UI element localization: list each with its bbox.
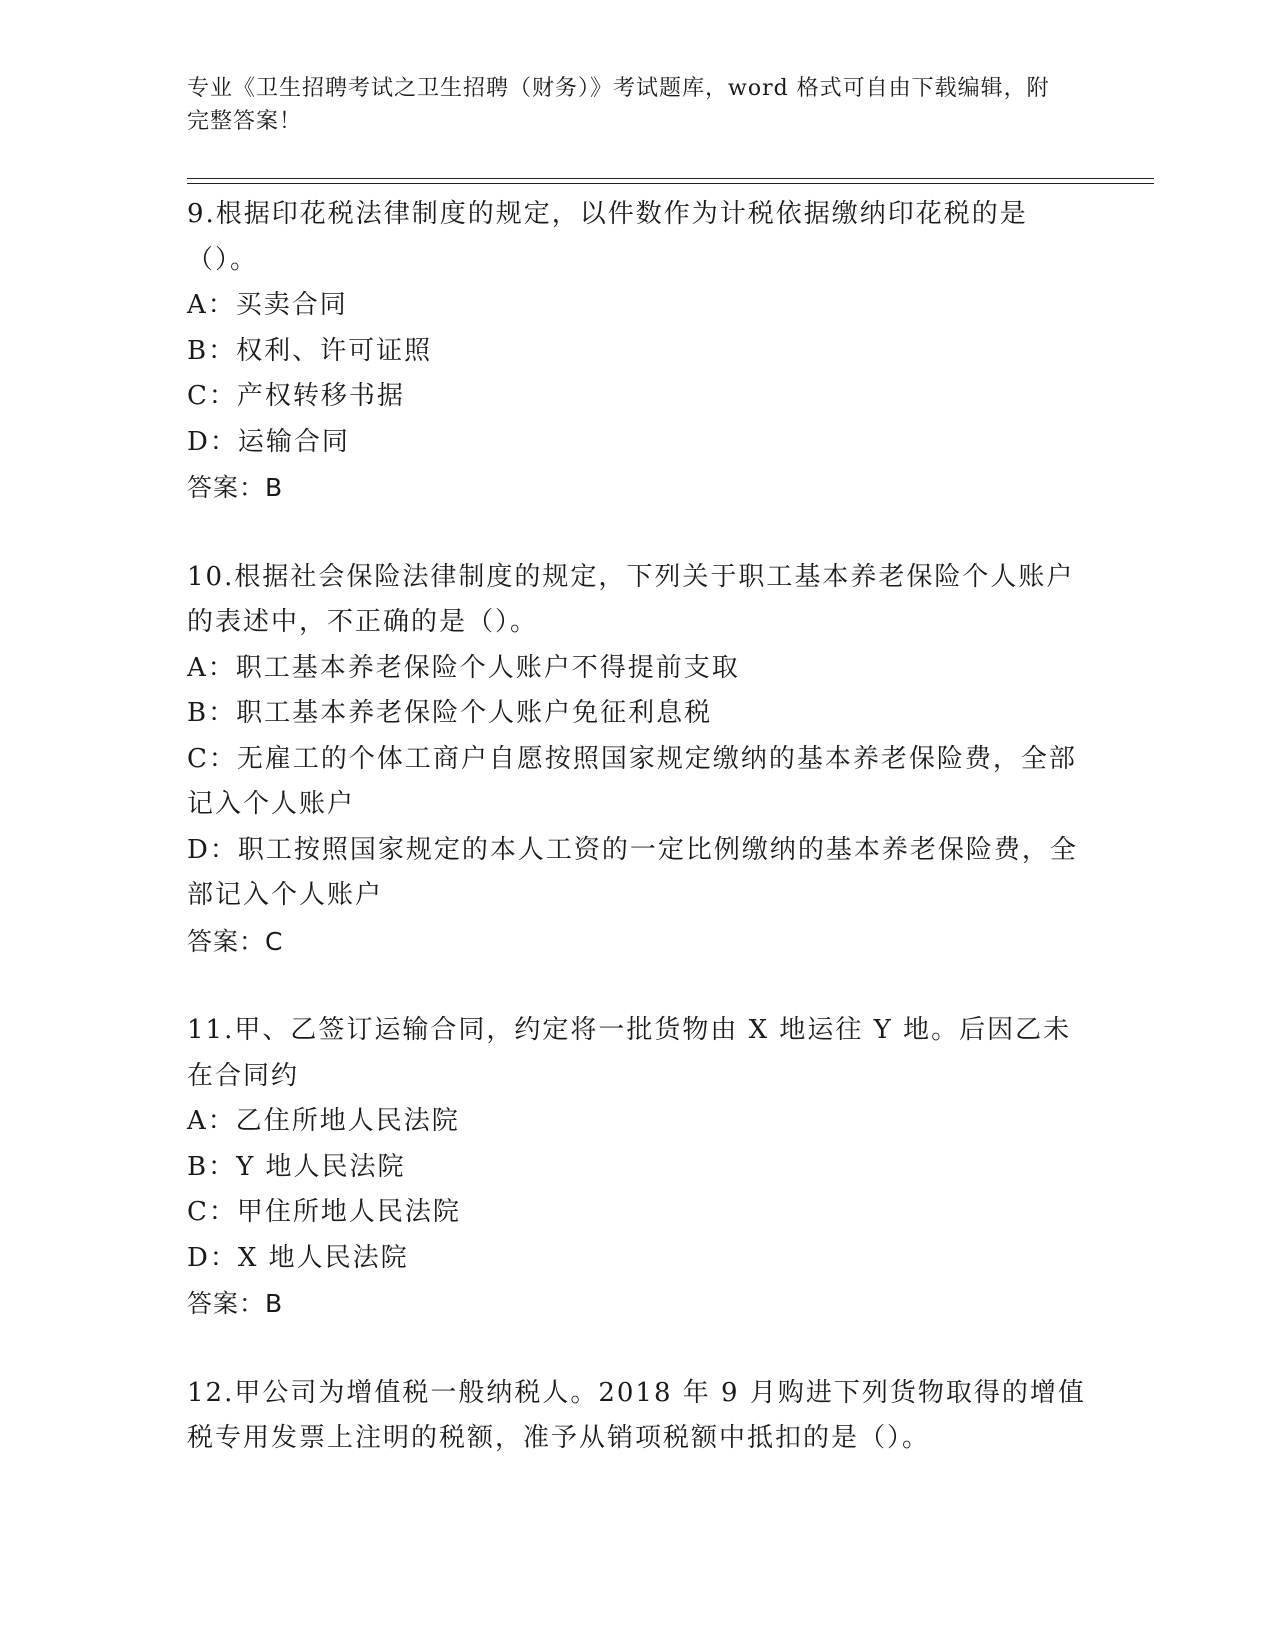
option-c: C：无雇工的个体工商户自愿按照国家规定缴纳的基本养老保险费，全部记入个人账户 [187, 743, 1077, 819]
question-stem: 9.根据印花税法律制度的规定，以件数作为计税依据缴纳印花税的是（）。 [187, 199, 1028, 275]
option-a: A：乙住所地人民法院 [187, 1106, 460, 1136]
question-stem: 10.根据社会保险法律制度的规定，下列关于职工基本养老保险个人账户的表述中，不正确的是（）。 [187, 561, 1075, 637]
option-c: C：产权转移书据 [187, 381, 405, 411]
header-divider-bottom [187, 183, 1154, 184]
question-9 [187, 192, 1087, 511]
question-stem: 11.甲、乙签订运输合同，约定将一批货物由 X 地运往 Y 地。后因乙未在合同约 [187, 1015, 1072, 1091]
header-divider-top [187, 178, 1154, 179]
question-10 [187, 555, 1087, 965]
question-12 [187, 1371, 1087, 1462]
option-b: B：权利、许可证照 [187, 335, 433, 366]
answer-line: 答案：B [187, 473, 284, 502]
option-d: D：运输合同 [187, 426, 350, 457]
question-stem: 12.甲公司为增值税一般纳税人。2018 年 9 月购进下列货物取得的增值税专用发票上注明的税额，准予从销项税额中抵扣的是（）。 [187, 1377, 1086, 1453]
option-b: B：职工基本养老保险个人账户免征利息税 [187, 698, 713, 728]
document-header: 专业《卫生招聘考试之卫生招聘（财务）》考试题库，word 格式可自由下载编辑，附完整答案！ [187, 76, 1050, 134]
option-b: B：Y 地人民法院 [187, 1151, 406, 1182]
question-list [187, 192, 1087, 1462]
option-a: A：买卖合同 [187, 290, 348, 320]
question-11 [187, 1008, 1087, 1327]
option-d: D：职工按照国家规定的本人工资的一定比例缴纳的基本养老保险费，全部记入个人账户 [187, 834, 1078, 910]
answer-line: 答案：B [187, 1289, 284, 1318]
option-a: A：职工基本养老保险个人账户不得提前支取 [187, 652, 740, 683]
option-d: D：X 地人民法院 [187, 1242, 409, 1273]
option-c: C：甲住所地人民法院 [187, 1197, 461, 1227]
answer-line: 答案：C [187, 926, 284, 956]
